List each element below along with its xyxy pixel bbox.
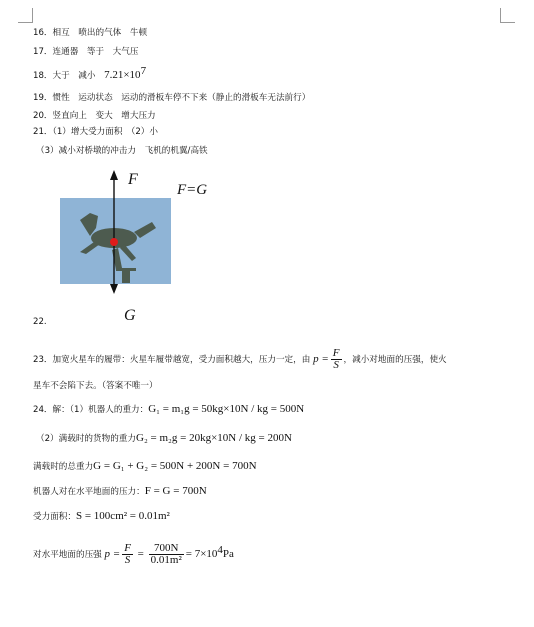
answer-24-g2: G₂ = m₂g = 20kg×10N / kg = 200N — [136, 432, 292, 444]
answer-24-p-label: 对水平地面的压强 — [33, 550, 102, 560]
force-diagram — [60, 168, 230, 326]
answer-24-total: G = G₁ + G₂ = 500N + 200N = 700N — [93, 460, 257, 472]
answer-24-line2 — [36, 432, 292, 445]
formula-23-fraction — [331, 348, 342, 371]
answer-23-line1 — [33, 348, 447, 371]
answer-24-fraction-b — [149, 543, 184, 566]
force-f-label: F — [128, 171, 138, 188]
answer-16: 16．相互 喷出的气体 牛顿 — [33, 28, 148, 38]
arrowhead-down-icon — [110, 284, 118, 294]
answer-22: 22. — [33, 317, 47, 327]
formula-23-lhs: p = — [313, 353, 329, 365]
answer-21-part3: （3）减小对桥墩的冲击力 飞机的机翼/高铁 — [36, 146, 208, 156]
answer-19: 19．惯性 运动状态 运动的滑板车停不下来（静止的滑板车无法前行） — [33, 93, 311, 103]
answer-24-exponent: 4 — [217, 544, 223, 556]
answer-24-2-label: （2）满载时的货物的重力 — [36, 434, 136, 444]
answer-24-press: F = G = 700N — [144, 485, 207, 497]
answer-24-result: = 7×10 — [185, 548, 218, 560]
answer-24-p-lhs: p = — [104, 548, 121, 560]
answer-24-total-label: 满载时的总重力 — [33, 462, 94, 472]
corner-mark-right — [500, 8, 515, 23]
answer-18-text: 18．大于 减小 — [33, 71, 105, 81]
answer-23-pre: 23．加宽火星车的履带：火星车履带越宽，受力面积越大，压力一定，由 — [33, 355, 311, 365]
answer-24-line4 — [33, 485, 207, 498]
answer-24-fb-den: 0.01m² — [150, 554, 182, 566]
answer-24-fraction-a — [122, 543, 133, 566]
answer-21-part1: 21．（1）增大受力面积 （2）小 — [33, 127, 158, 137]
center-of-gravity-dot — [110, 238, 118, 246]
answer-24-area: S = 100cm² = 0.01m² — [75, 510, 170, 522]
answer-17: 17．连通器 等于 大气压 — [33, 47, 139, 57]
force-equation: F=G — [177, 182, 208, 198]
answer-24-unit: Pa — [222, 548, 234, 560]
answer-24-line3 — [33, 460, 257, 473]
answer-24-line5 — [33, 510, 170, 523]
formula-23-num: F — [332, 347, 340, 359]
force-g-label: G — [124, 307, 136, 324]
answer-18 — [33, 65, 147, 82]
answer-24-line6: 对水平地面的压强 p = $\frac{F}{S}$ = $\frac{700N}{\text{0.01m²}}$ = $7\times 10^4Pa$ — [33, 542, 234, 566]
answer-24-area-label: 受力面积： — [33, 512, 76, 522]
formula-23-den: S — [333, 359, 339, 371]
answer-24-label: 24．解：（1）机器人的重力： — [33, 405, 149, 415]
answer-18-exponent: 7 — [140, 65, 147, 77]
arrowhead-up-icon — [110, 170, 118, 180]
answer-24-g1: G₁ = m₁g = 50kg×10N / kg = 500N — [148, 403, 305, 415]
answer-24-fb-num: 700N — [149, 543, 184, 555]
answer-24-line1 — [33, 403, 304, 416]
answer-24-fa-num: F — [124, 542, 131, 554]
answer-23-post: ，减小对地面的压强，使火 — [343, 355, 447, 365]
answer-18-number: 7.21×10 — [104, 69, 141, 81]
answer-23-line2: 星车不会陷下去。（答案不唯一） — [33, 381, 158, 391]
answer-24-fa-den: S — [124, 554, 131, 566]
answer-24-press-label: 机器人对在水平地面的压力： — [33, 487, 145, 497]
corner-mark-left — [18, 8, 33, 23]
answer-20: 20．竖直向上 变大 增大压力 — [33, 111, 156, 121]
